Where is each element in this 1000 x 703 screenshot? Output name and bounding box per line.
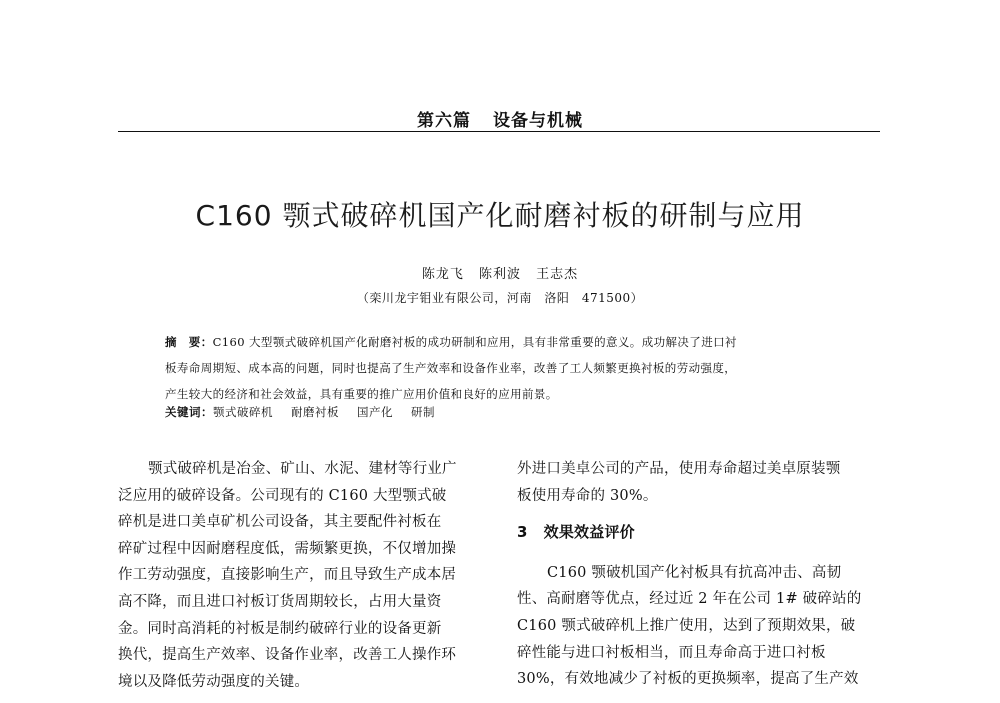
abstract-line-2: 板寿命周期短、成本高的问题，同时也提高了生产效率和设备作业率，改善了工人频繁更换衬板的劳动强度， [165,361,737,375]
author-3: 王志杰 [536,267,579,282]
body-line: 性、高耐磨等优点，经过近 2 年在公司 1# 破碎站的 [517,591,862,608]
affiliation: （栾川龙宇钼业有限公司，河南 洛阳 471500） [356,291,644,305]
section-heading [517,519,889,546]
body-line: 境以及降低劳动强度的关键。 [118,673,310,690]
body-line: 金。同时高消耗的衬板是制约破碎行业的设备更新 [118,620,442,637]
author-2: 陈利波 [478,267,521,282]
body-line: 碎机是进口美卓矿机公司设备，其主要配件衬板在 [118,514,442,531]
header-part: 第六篇 [417,111,471,131]
authors [0,263,1000,282]
body-line: 颚式破碎机是冶金、矿山、水泥、建材等行业广 [148,461,457,477]
running-header [0,106,1000,131]
header-section: 设备与机械 [493,111,583,131]
keyword-1: 颚式破碎机 [213,405,273,419]
body-line: 板使用寿命的 30%。 [517,487,658,504]
abstract [165,329,845,407]
keywords-label: 关键词： [165,405,213,419]
body-line: 碎性能与进口衬板相当，而且寿命高于进口衬板 [517,644,826,661]
body-line: 换代，提高生产效率、设备作业率，改善工人操作环 [118,647,457,664]
body-line: C160 颚破机国产化衬板具有抗高冲击、高韧 [547,564,842,581]
keyword-3: 国产化 [357,405,393,419]
keyword-2: 耐磨衬板 [291,405,339,419]
header-rule [118,131,880,132]
body-line: 泛应用的破碎设备。公司现有的 C160 大型颚式破 [118,487,447,504]
body-line: 碎矿过程中因耐磨程度低，需频繁更换，不仅增加操 [118,540,457,557]
keywords [165,404,453,420]
abstract-label: 摘 要： [165,335,213,349]
abstract-line-1 [165,329,845,355]
body-line: 外进口美卓公司的产品，使用寿命超过美卓原装颚 [517,461,841,477]
body-line: 30%，有效地减少了衬板的更换频率，提高了生产效 [517,671,859,688]
body-line: C160 颚式破碎机上推广使用，达到了预期效果，破 [517,617,856,634]
body-column-right [517,456,889,693]
abstract-line-3: 产生较大的经济和社会效益，具有重要的推广应用价值和良好的应用前景。 [165,387,558,401]
body-line: 作工劳动强度，直接影响生产，而且导致生产成本居 [118,567,457,584]
paper-title: C160 颚式破碎机国产化耐磨衬板的研制与应用 [195,199,805,232]
body-column-left [118,456,490,695]
section-title: 效果效益评价 [543,523,635,542]
author-1: 陈龙飞 [421,267,464,282]
body-line: 高不降，而且进口衬板订货周期较长，占用大量资 [118,593,442,610]
section-number: 3 [517,523,528,542]
abstract-text-1: C160 大型颚式破碎机国产化耐磨衬板的成功研制和应用，具有非常重要的意义。成功解决了进口衬 [212,335,737,349]
keyword-4: 研制 [411,405,435,419]
